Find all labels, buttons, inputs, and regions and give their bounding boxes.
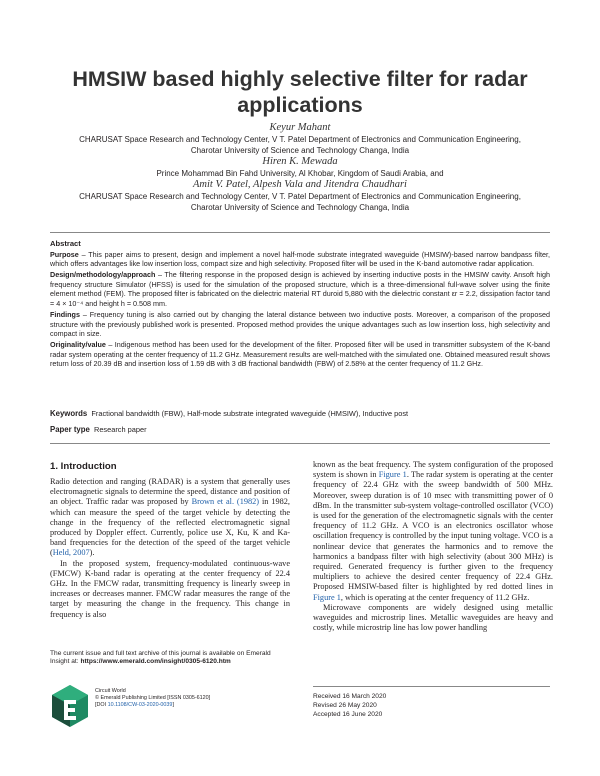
emerald-logo-icon — [50, 684, 90, 728]
abstract-design: Design/methodology/approach – The filtering response in the proposed design is achieved by inserting inductive posts in the HMSIW cavity. Ansoft high frequency structure Simulator (HFSS) is used for the simulation of the proposed structure, which is a three-dimensional full-wave solver using the finite element method (FEM). The proposed filter is fabricated on the dielectric material RT duroid 5,880 with the dielectric constant εr = 2.2, dissipation factor tand = 4 × 10⁻⁴ and height h = 0.508 mm. — [50, 270, 550, 308]
left-column — [50, 477, 290, 620]
divider — [50, 443, 550, 444]
abstract-originality: Originality/value – Indigenous method has been used for the development of the filter. Proposed filter will be used in transmitter subsystem of the K-band radar system operating at the center frequency of 11.2 GHz. Measurement results are well-matched with the simulated one. Obtained measured result shows return loss of 20.39 dB and insertion loss of 1.59 dB with 3 dB fractional bandwidth (FBW) of 2.58% at the center frequency of 11.2 GHz. — [50, 340, 551, 369]
paragraph: Microwave components are widely designed using metallic waveguides and microstrip lines. Metallic waveguides are heavy and costly, while microstrip line has low power handling — [313, 602, 553, 633]
footnote: The current issue and full text archive of this journal is available on Emerald Insight at: https://www.emerald.com/insight/0305-6120.htm — [50, 650, 271, 666]
author-block — [40, 122, 560, 213]
right-column — [313, 460, 553, 633]
abstract-purpose: Purpose – This paper aims to present, design and implement a novel half-mode substrate integrated waveguide (HMSIW)-based narrow bandpass filter, which offers advantages like low insertion loss, compact size and high selectivity. Proposed filter will be used in the K-band automotive radar application. — [50, 249, 550, 269]
paper-type: Paper type Research paper — [50, 425, 147, 434]
keywords: Keywords Fractional bandwidth (FBW), Half-mode substrate integrated waveguide (HMSIW), Inductive post — [50, 409, 409, 418]
figure-link[interactable]: Figure 1 — [313, 592, 341, 602]
divider — [313, 686, 550, 687]
paragraph: Radio detection and ranging (RADAR) is a system that generally uses electromagnetic signals to determine the speed, distance and position of an object. Traffic radar was proposed by Brown et al. (1982) in 1982, which can measure the speed of the target vehicle by detecting the change in the frequency of the reflected electromagnetic signal produced by Doppler effect. Currently, police use X, Ku, K and Ka-band frequencies for the detection of the speed of the target vehicle (Held, 2007). — [50, 477, 290, 558]
affiliation: Charotar University of Science and Technology Changa, India — [190, 146, 410, 155]
figure-link[interactable]: Figure 1 — [378, 470, 407, 480]
divider — [50, 232, 550, 233]
abstract-findings: Findings – Frequency tuning is also carried out by changing the lateral distance between two inductive posts. Moreover, a comparison of the proposed structure with the previously published work is presented. Proposed method provides the unique advantages such as low insertion loss, high selectivity and compact in size. — [50, 309, 550, 339]
paragraph: known as the beat frequency. The system configuration of the proposed system is shown in Figure 1. The radar system is operating at the center frequency of 22.4 GHz with the sweep bandwidth of 500 MHz. Moreover, sweep duration is of 10 msec with transmitting power of 0 dBm. In the transmitter sub-system voltage-controlled oscillator (VCO) is used for the generation of the electromagnetic signals with the center frequency of 11.2 GHz. A VCO is an electronics oscillator whose oscillation frequency is controlled by the input tuning voltage. VCO is a nonlinear device that generates the harmonics and to remove the harmonics a bandpass filter with high selectivity (about 300 MHz) is required. Generated frequency is further given to the frequency multipliers to achieve the desired center frequency of 22.4 GHz. Proposed HMSIW-based filter is highlighted by red dotted lines in Figure 1, which is operating at the center frequency of 11.2 GHz. — [313, 460, 554, 602]
journal-url-link[interactable]: https://www.emerald.com/insight/0305-6120.htm — [80, 658, 231, 666]
abstract — [50, 239, 550, 370]
affiliation: CHARUSAT Space Research and Technology Center, V T. Patel Department of Electronics and Communication Engineering, — [79, 192, 521, 201]
article-dates: Received 16 March 2020 Revised 26 May 2020 Accepted 16 June 2020 — [313, 693, 387, 718]
affiliation: Prince Mohammad Bin Fahd University, Al Khobar, Kingdom of Saudi Arabia, and — [156, 169, 444, 178]
paragraph: In the proposed system, frequency-modulated continuous-wave (FMCW) K-band radar is operating at the center frequency of 22.4 GHz. In the FMCW radar, transmitting frequency is linearly sweep in increases or decreases manner. FMCW radar measures the range of the target by measuring the change in the frequency. This change in frequency is also — [50, 558, 290, 619]
affiliation: CHARUSAT Space Research and Technology Center, V T. Patel Department of Electronics and Communication Engineering, — [79, 135, 521, 144]
author-name: Keyur Mahant — [269, 122, 331, 133]
author-name: Amit V. Patel, Alpesh Vala and Jitendra Chaudhari — [193, 179, 407, 190]
citation-link[interactable]: Held, 2007 — [52, 548, 90, 558]
author-name: Hiren K. Mewada — [262, 156, 338, 167]
section-heading: 1. Introduction — [50, 461, 117, 472]
doi-link[interactable]: 10.1108/CW-03-2020-0039 — [107, 702, 173, 709]
affiliation: Charotar University of Science and Technology Changa, India — [190, 203, 410, 212]
journal-info: Circuit World © Emerald Publishing Limited [ISSN 0305-6120] [DOI 10.1108/CW-03-2020-0039] — [95, 688, 211, 709]
citation-link[interactable]: Brown et al. (1982) — [191, 497, 260, 507]
paper-title: HMSIW based highly selective filter for radar applications — [72, 67, 528, 117]
journal-block — [50, 682, 300, 732]
abstract-heading: Abstract — [50, 239, 81, 248]
